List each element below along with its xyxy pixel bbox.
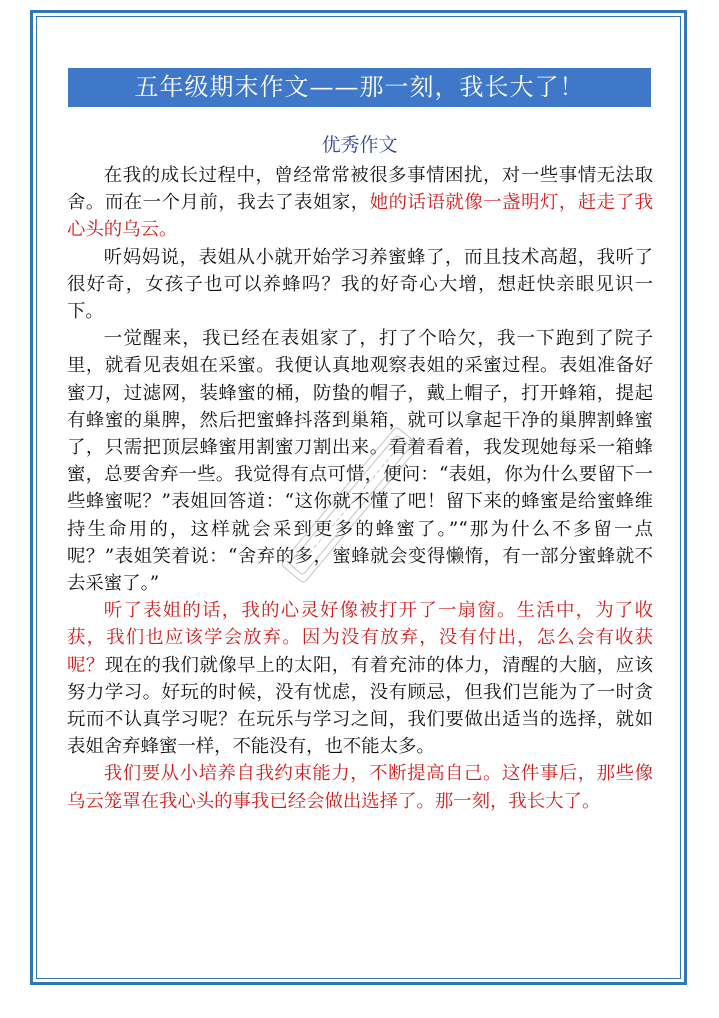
paragraph-5-highlight: 我们要从小培养自我约束能力，不断提高自己。这件事后，那些像乌云笼罩在我心头的事我已经会做出选择了。那一刻，我长大了。: [67, 763, 653, 812]
paragraph-4-highlight: 听了表姐的话，我的心灵好像被打开了一扇窗。生活中，为了收获，我们也应该学会放弃。因为没有放弃，没有付出，怎么会有收获呢？: [67, 600, 653, 676]
paragraph-1-highlight: 她的话语就像一盏明灯，赶走了我心头的乌云。: [67, 192, 653, 241]
paragraph-3-text: 一觉醒来，我已经在表姐家了，打了个哈欠，我一下跑到了院子里，就看见表姐在采蜜。我便认真地观察表姐的采蜜过程。表姐准备好蜜刀，过滤网，装蜂蜜的桶，防蛰的帽子，戴上帽子，打开蜂箱，提起有蜂蜜的巢脾，然后把蜜蜂抖落到巢箱，就可以拿起干净的巢脾割蜂蜜了，只需把顶层蜂蜜用割蜜刀割出来。看着看着，我发现她每采一箱蜂蜜，总要舍弃一些。我觉得有点可惜，便问：“表姐，你为什么要留下一些蜂蜜呢？”表姐回答道：“这你就不懂了吧！留下来的蜂蜜是给蜜蜂维持生命用的，这样就会采到更多的蜂蜜了。”“那为什么不多留一点呢？”表姐笑着说：“舍弃的多，蜜蜂就会变得懒惰，有一部分蜜蜂就不去采蜜了。”: [67, 328, 653, 595]
watermark-stamp: [250, 410, 450, 600]
paragraph-4: [67, 597, 653, 760]
page-subtitle: 优秀作文: [321, 134, 398, 156]
paragraph-4-text: 现在的我们就像早上的太阳，有着充沛的体力，清醒的大脑，应该努力学习。好玩的时候，没有忧虑，没有顾忌，但我们岂能为了一时贪玩而不认真学习呢？在玩乐与学习之间，我们要做出适当的选择，就如表姐舍弃蜂蜜一样，不能没有，也不能太多。: [67, 654, 653, 758]
paragraph-1: [67, 162, 653, 244]
page-title: 五年级期末作文——那一刻，我长大了！: [68, 68, 651, 107]
paragraph-2-text: 听妈妈说，表姐从小就开始学习养蜜蜂了，而且技术高超，我听了很好奇，女孩子也可以养蜂吗？我的好奇心大增，想赶快亲眼见识一下。: [67, 246, 653, 323]
paragraph-1-text: 在我的成长过程中，曾经常常被很多事情困扰，对一些事情无法取舍。而在一个月前，我去了表姐家，: [67, 165, 653, 214]
paragraph-5: [67, 760, 653, 814]
paragraph-2: [67, 244, 653, 326]
